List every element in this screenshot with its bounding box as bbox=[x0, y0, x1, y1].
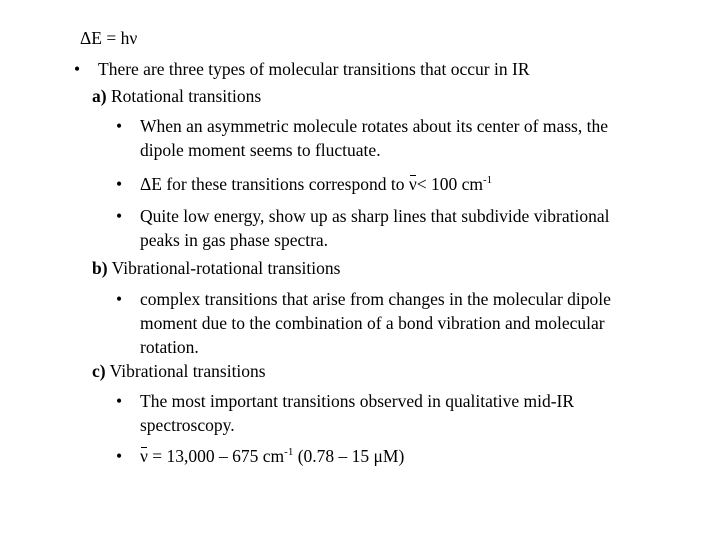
point-a3-line2: peaks in gas phase spectra. bbox=[140, 230, 329, 250]
point-c1-line2: spectroscopy. bbox=[140, 415, 235, 435]
point-a2-pre: ΔE for these transitions correspond to bbox=[140, 174, 405, 194]
point-b1-line1: complex transitions that arise from changes in the molecular dipole bbox=[140, 289, 611, 309]
section-c-heading bbox=[92, 363, 266, 381]
point-a2-post: < 100 cm bbox=[416, 174, 484, 194]
point-b1-line3: rotation. bbox=[140, 337, 199, 357]
section-b-letter: b) bbox=[92, 258, 108, 278]
bullet-glyph: • bbox=[116, 174, 123, 194]
point-a1-line1: When an asymmetric molecule rotates about its center of mass, the bbox=[140, 116, 608, 136]
section-c-title: Vibrational transitions bbox=[109, 361, 266, 381]
bullet-glyph: • bbox=[116, 391, 123, 411]
section-b-title: Vibrational-rotational transitions bbox=[111, 258, 341, 278]
point-c2-mid: = 13,000 – 675 cm bbox=[147, 446, 285, 466]
section-a-letter: a) bbox=[92, 86, 107, 106]
section-c-letter: c) bbox=[92, 361, 106, 381]
bullet-glyph: • bbox=[74, 59, 81, 79]
bullet-glyph: • bbox=[116, 289, 123, 309]
exponent: -1 bbox=[483, 174, 493, 187]
section-a-title: Rotational transitions bbox=[110, 86, 262, 106]
intro-text: There are three types of molecular transitions that occur in IR bbox=[98, 59, 530, 79]
point-c2-post: (0.78 – 15 μM) bbox=[293, 446, 405, 466]
point-a2 bbox=[140, 176, 492, 194]
point-c2 bbox=[140, 448, 404, 466]
bullet-glyph: • bbox=[116, 116, 123, 136]
energy-equation: ΔE = hν bbox=[80, 28, 138, 48]
exponent: -1 bbox=[284, 446, 294, 459]
bullet-glyph: • bbox=[116, 206, 123, 226]
point-b1-line2: moment due to the combination of a bond vibration and molecular bbox=[140, 313, 605, 333]
section-b-heading bbox=[92, 260, 340, 278]
point-a1-line2: dipole moment seems to fluctuate. bbox=[140, 140, 381, 160]
nu-bar-symbol: ν bbox=[140, 446, 148, 466]
point-c1-line1: The most important transitions observed in qualitative mid-IR bbox=[140, 391, 575, 411]
section-a-heading bbox=[92, 88, 261, 106]
bullet-glyph: • bbox=[116, 446, 123, 466]
nu-bar-symbol: ν bbox=[408, 174, 417, 194]
point-a3-line1: Quite low energy, show up as sharp lines that subdivide vibrational bbox=[140, 206, 610, 226]
